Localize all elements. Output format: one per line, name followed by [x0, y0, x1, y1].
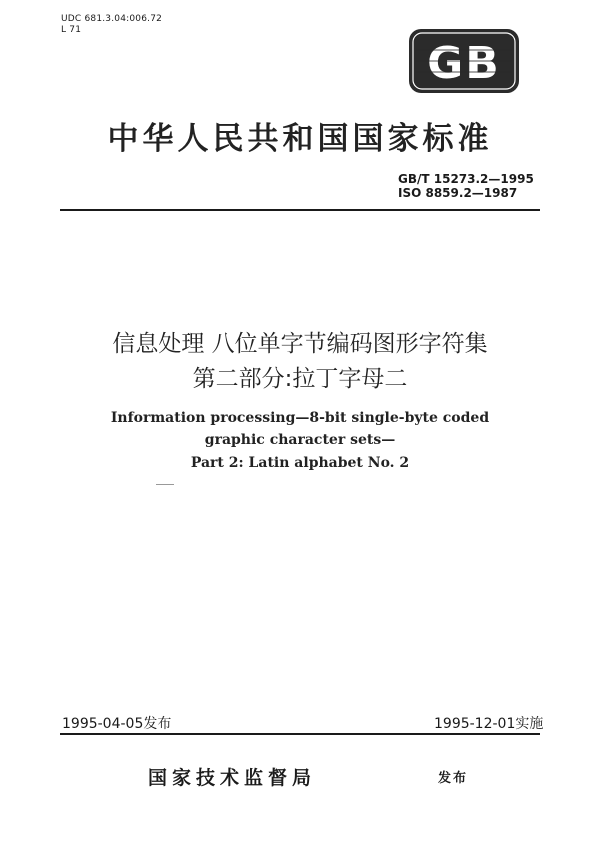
header-rule	[60, 209, 540, 211]
classification-codes	[61, 14, 162, 36]
footer-rule	[60, 733, 540, 735]
english-title-line1: Information processing—8-bit single-byte coded	[110, 410, 490, 426]
decorative-dash	[156, 484, 174, 485]
gb-logo-text: GB	[427, 38, 501, 89]
gb-standard-number: GB/T 15273.2—1995	[398, 172, 534, 186]
org-title: 中华人民共和国国家标准	[107, 121, 493, 157]
issue-date: 1995-04-05发布	[62, 716, 172, 732]
chinese-title-line1: 信息处理 八位单字节编码图形字符集	[112, 331, 488, 357]
udc-code: UDC 681.3.04:006.72	[61, 14, 163, 24]
standard-numbers	[398, 172, 534, 200]
english-title-line2: graphic character sets—	[204, 432, 396, 448]
publish-label: 发布	[438, 771, 469, 786]
implementation-date: 1995-12-01实施	[434, 716, 544, 732]
english-title-line3: Part 2: Latin alphabet No. 2	[190, 455, 410, 471]
l-code: L 71	[61, 25, 82, 35]
issuing-authority: 国家技术监督局	[148, 767, 317, 789]
gb-logo	[408, 28, 520, 94]
iso-standard-number: ISO 8859.2—1987	[398, 186, 518, 200]
chinese-title-line2: 第二部分:拉丁字母二	[192, 366, 408, 392]
